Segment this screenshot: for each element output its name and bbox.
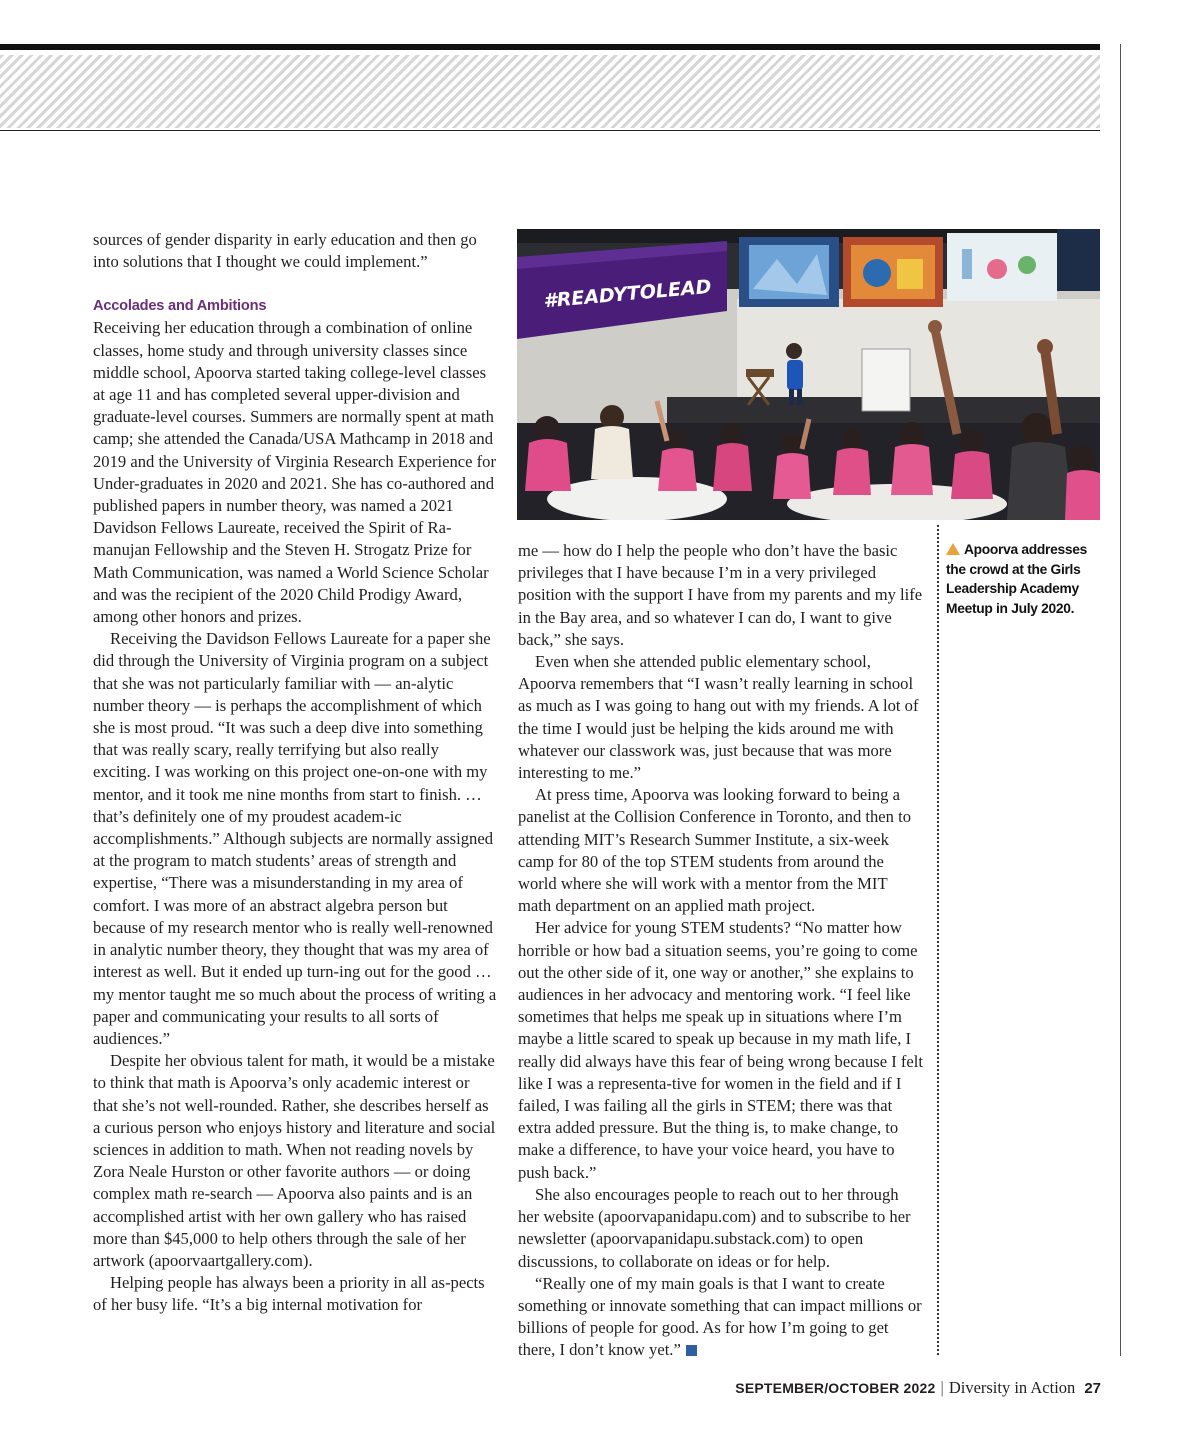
paragraph-final — [518, 1273, 923, 1362]
event-photo-illustration — [517, 229, 1100, 520]
article-column-left — [93, 229, 498, 1317]
paragraph: Helping people has always been a priority in all as-pects of her busy life. “It’s a big internal motivation for — [93, 1273, 485, 1315]
right-margin-rule — [1120, 44, 1121, 1356]
footer-separator: | — [940, 1378, 944, 1397]
header-rule — [0, 44, 1100, 50]
paragraph: Despite her obvious talent for math, it would be a mistake to think that math is Apoorva’s only academic interest or that she’s not well-rounded. Rather, she describes herself as a curious person who enjoys history and literature and social sciences in addition to math. When not reading novels by Zora Neale Hurston or other favorite authors — or doing complex math re-search — Apoorva also paints and is an accomplished artist with her own gallery who has raised more than $45,000 to help others through the sale of her artwork (apoorvaartgallery.com). — [93, 1051, 496, 1270]
footer-issue-date: SEPTEMBER/OCTOBER 2022 — [735, 1380, 936, 1396]
end-mark-icon — [686, 1345, 697, 1356]
header-hatch-band — [0, 55, 1100, 128]
header-underline — [0, 130, 1100, 131]
event-photo — [517, 229, 1100, 520]
paragraph: At press time, Apoorva was looking forward to being a panelist at the Collision Conference in Toronto, and then to attending MIT’s Research Summer Institute, a six-week camp for 80 of the top STEM students from around the world where she will work with a mentor from the MIT math department on an applied math project. — [518, 785, 912, 916]
page-number: 27 — [1084, 1380, 1101, 1397]
paragraph: Receiving her education through a combination of online classes, home study and through university classes since middle school, Apoorva started taking college-level classes at age 11 and has completed several upper-division and graduate-level courses. Summers are normally spent at math camp; she attended the Canada/USA Mathcamp in 2018 and 2019 and the University of Virginia Research Experience for Under-graduates in 2020 and 2021. She has co-authored and published papers in number theory, was named a 2021 Davidson Fellows Laureate, received the Spirit of Ra-manujan Fellowship and the Steven H. Strogatz Prize for Math Communication, was named a World Science Scholar and was the recipient of the 2020 Child Prodigy Award, among other honors and prizes. — [93, 318, 496, 627]
paragraph: sources of gender disparity in early education and then go into solutions that I thought we could implement.” — [93, 230, 477, 272]
paragraph: She also encourages people to reach out to her through her website (apoorvapanidapu.com) and to subscribe to her newsletter (apoorvapanidapu.substack.com) to open discussions, to collaborate on ideas or for help. — [518, 1184, 911, 1271]
footer-publication: Diversity in Action — [948, 1378, 1076, 1397]
paragraph: Even when she attended public elementary school, Apoorva remembers that “I wasn’t really learning in school as much as I was going to hang out with my friends. A lot of the time I would just be helping the kids around me with whatever our classwork was, just because that was more interesting to me.” — [518, 652, 919, 783]
photo-caption — [946, 540, 1100, 618]
page-footer — [735, 1378, 1101, 1398]
paragraph: Her advice for young STEM students? “No matter how horrible or how bad a situation seems, you’re going to come out the other side of it, one way or another,” she explains to audiences in her advocacy and mentoring work. “I feel like sometimes that helps me speak up in situations where I’m maybe a little scared to speak up because in my math life, I really did always have this fear of being wrong because I felt like I was a representa-tive for women in the field and if I failed, I was failing all the girls in STEM; there was that extra added pressure. But the thing is, to make change, to make a difference, to have your voice heard, you have to push back.” — [518, 918, 924, 1182]
section-subhead: Accolades and Ambitions — [93, 298, 267, 315]
paragraph: me — how do I help the people who don’t have the basic privileges that I have because I’m in a very privileged position with the support I have from my parents and my life in the Bay area, and so whatever I can do, I want to give back,” she says. — [518, 541, 923, 649]
caption-divider — [937, 525, 939, 1355]
article-column-right — [518, 540, 923, 1362]
paragraph: Receiving the Davidson Fellows Laureate for a paper she did through the University of Virginia program on a subject that she was not particularly familiar with — an-alytic number theory — is perhaps the accomplishment of which she is most proud. “It was such a deep dive into something that was really scary, really terrifying but also really exciting. I was working on this project one-on-one with my mentor, and it took me nine months from start to finish. … that’s definitely one of my proudest academ-ic accomplishments.” Although subjects are normally assigned at the program to match students’ areas of strength and expertise, “There was a misunderstanding in my area of comfort. I was more of an abstract algebra person but because of my research mentor who is really well-renowned in analytic number theory, they thought that was my area of interest as well. But it ended up turn-ing out for the good … my mentor taught me so much about the process of writing a paper and communicating your results to all sorts of audiences.” — [93, 629, 497, 1048]
caption-triangle-icon — [946, 543, 960, 555]
final-paragraph-text: “Really one of my main goals is that I want to create something or innovate something that can impact millions or billions of people for good. As for how I’m going to get there, I don’t know yet.” — [518, 1273, 922, 1360]
caption-text: Apoorva addresses the crowd at the Girls Leadership Academy Meetup in July 2020. — [946, 542, 1087, 616]
banner-text: #READYTOLEAD — [542, 275, 713, 313]
